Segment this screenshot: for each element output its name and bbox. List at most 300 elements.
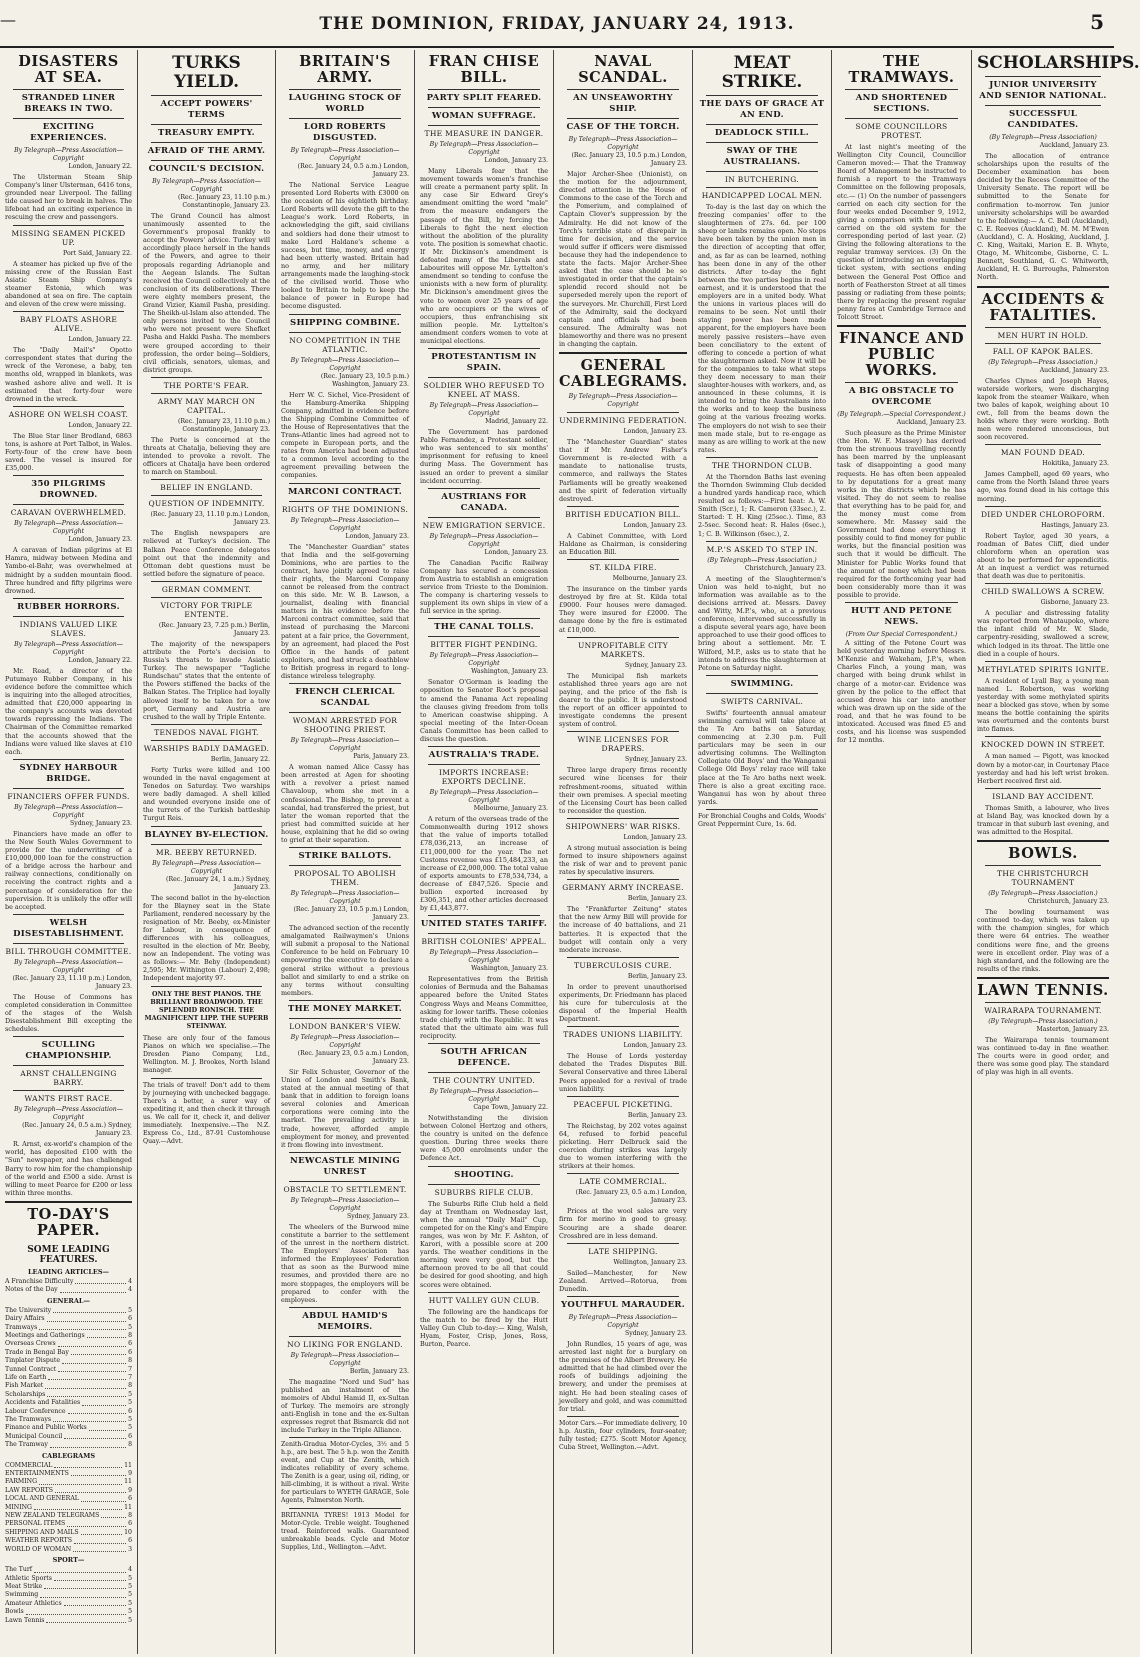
divider-rule bbox=[289, 1000, 401, 1001]
article-headline: THE PORTE'S FEAR. bbox=[163, 380, 250, 390]
index-row-page: 11 bbox=[124, 1478, 132, 1486]
index-row-leader bbox=[34, 1504, 122, 1510]
index-row-page: 7 bbox=[128, 1373, 132, 1381]
divider-rule bbox=[13, 311, 124, 312]
divider-rule bbox=[151, 597, 262, 598]
index-row bbox=[5, 1529, 132, 1537]
index-row-page: 8 bbox=[128, 1382, 132, 1390]
divider-rule bbox=[567, 1096, 679, 1097]
divider-rule bbox=[428, 636, 540, 637]
index-row-page: 6 bbox=[128, 1520, 132, 1528]
divider-rule bbox=[845, 89, 958, 90]
index-row-leader bbox=[68, 1408, 127, 1414]
article-body: To-day is the last day on which the freezing companies' offer to the slaughtermen of 27s. 6d. per 100 sheep or lambs remains open. No steps have been taken by the union men in the direction of accepting that offer, and, as far as can be learned, nothing has been done in any of the other districts. After to-day the fight between the two parties begins in real earnest, and it is understood that the employers are in a united body. What the unions in various places will do remains to be seen. Not until their staying power has been made apparent, for the employers have been merely passive resisters—have even been conciliatory to the extent of offering to concede a portion of what the slaughtermen asked. Now it will be for the companies to take what steps they deem necessary to man their slaughter-houses with workers, and, as announced in these columns, it is intended to bring the Australians into the works and to keep the business going at the various freezing works. The employers do not wish to see their men made stale, but to re-engage as many as are willing to work at the new rates. bbox=[698, 203, 826, 454]
index-row-leader bbox=[71, 1470, 126, 1476]
article-headline: BOWLS. bbox=[1008, 845, 1078, 863]
divider-rule bbox=[151, 826, 262, 827]
index-row-leader bbox=[53, 1416, 126, 1422]
article-headline: WAIRARAPA TOURNAMENT. bbox=[984, 1005, 1102, 1015]
article-body: Major Archer-Shee (Unionist), on the motion for the adjournment, directed attention in the House of Commons to the case of the Torch and the Pomerium, and complained of Captain Clover's suppression by the Admiralty. He did not know of the Torch's terrible state of disrepair in time for decision, and the service would suffer if officers were dismissed because they had the independence to state the facts. Major Archer-Shee asked that the case should be so investigated in order that the captain's splendid record should not be superseded merely upon the report of the surveyors. Mr. Churchill, First Lord of the Admiralty, said the dockyard captain and officials had been censured. The Admiralty was not blameworthy and there was no present in changing the captain. bbox=[559, 170, 687, 348]
divider-rule bbox=[13, 406, 124, 407]
article-dateline: Auckland, January 23. bbox=[1039, 142, 1109, 149]
article-headline: FINANCE AND PUBLIC WORKS. bbox=[838, 330, 965, 380]
index-row-leader bbox=[39, 1478, 122, 1484]
index-row-name: The Turf bbox=[5, 1566, 33, 1574]
index-row-page: 7 bbox=[128, 1365, 132, 1373]
article-body: The National Service League presented Lord Roberts with £3000 on the occasion of his eightieth birthday. Lord Roberts will devote the gift to the League's work. Lord Roberts, in acknowledging the gift, said civilians and soldiers had done their utmost to make Lord Haldane's scheme a success, but time, money, and energy had been utterly wasted. Britain had no army, and her military arrangements made the laughing-stock of the civilised world. Those who looked to Britain to help to keep the balance of power in Europe had become disgusted. bbox=[281, 181, 409, 311]
divider-rule bbox=[289, 501, 401, 502]
divider-rule bbox=[845, 382, 958, 383]
index-row bbox=[5, 1566, 132, 1574]
article-headline: ARMY MAY MARCH ON CAPITAL. bbox=[157, 396, 256, 415]
divider-rule bbox=[567, 1416, 679, 1417]
index-row-name: Bowls bbox=[5, 1608, 24, 1616]
masthead bbox=[0, 0, 1114, 48]
article-byline: By Telegraph—Press Association—Copyright bbox=[568, 393, 678, 409]
article-headline: EXCITING EXPERIENCES. bbox=[30, 122, 107, 143]
index-section-label: LEADING ARTICLES— bbox=[27, 1267, 110, 1276]
divider-rule bbox=[13, 1090, 124, 1091]
index-row-name: Amateur Athletics bbox=[5, 1599, 62, 1607]
index-row bbox=[5, 1278, 132, 1286]
article-body: In order to prevent unauthorised experiments, Dr. Friedmann has placed his cure for tuberculosis at the disposal of the Imperial Health Department. bbox=[559, 982, 687, 1024]
article-headline: THE CANAL TOLLS. bbox=[434, 622, 534, 633]
article-headline: UNPROFITABLE CITY MARKETS. bbox=[577, 640, 668, 659]
divider-rule bbox=[985, 661, 1101, 662]
article-body: A woman named Alice Cassy has been arrested at Agen for shooting with a revolver a priest named Chavaloup, whom she met in a confessional. The Bishop, to prevent a scandal, had transferred the priest, but later the woman reported that the priest had committed suicide at her house, explaining that he did so owing to grief at their separation. bbox=[281, 763, 409, 844]
article-headline: SUCCESSFUL CANDIDATES. bbox=[1007, 109, 1079, 130]
article-headline: ABDUL HAMID'S MEMOIRS. bbox=[302, 1310, 388, 1332]
index-row bbox=[5, 1324, 132, 1332]
divider-rule bbox=[428, 764, 540, 765]
article-body: Herr W. C. Sichel, Vice-President of the Hamburg-Amerika Shipping Company, admitted in evidence before the Shipping Combine Committee of the House of Representatives that the Trans-Atlantic lines had agreed not to compete in European ports, and the rates from America had been adjusted to a common level according to the agreement prevailing between the companies. bbox=[281, 390, 409, 480]
article-headline: IMPORTS INCREASE: EXPORTS DECLINE. bbox=[439, 768, 529, 787]
article-body: The insurance on the timber yards destroyed by fire at St. Kilda total £9000. Four houses were damaged. They were insured for £2000. The damage done by the fire is estimated at £10,000. bbox=[559, 585, 687, 634]
index-title: SOME LEADING FEATURES. bbox=[27, 1244, 110, 1265]
divider-rule bbox=[985, 76, 1101, 77]
index-row-name: WEATHER REPORTS bbox=[5, 1537, 72, 1545]
article-headline: HUTT AND PETONE NEWS. bbox=[851, 606, 952, 628]
article-headline: STRIKE BALLOTS. bbox=[298, 851, 392, 862]
article-body: The wheelers of the Burwood mine constitute a barrier to the settlement of the unrest in the northern district. The Employers' Association has informed the Employees' Federation that as soon as the Burwood mine resumes, and provided there are no more stoppages, the employers will be prepared to confer with the employees. bbox=[281, 1222, 409, 1304]
article-dateline: (Rec. January 23, 10.5 p.m.) Washington, January 23. bbox=[320, 372, 409, 388]
index-row-name: A Franchise Difficulty bbox=[5, 1277, 74, 1285]
index-row-page: 5 bbox=[128, 1424, 132, 1432]
article-byline: (By Telegraph.—Special Correspondent.) bbox=[837, 411, 966, 419]
divider-rule bbox=[13, 943, 124, 944]
article-byline: By Telegraph—Press Association—Copyright bbox=[14, 520, 123, 536]
divider-rule bbox=[13, 788, 124, 789]
divider-rule bbox=[985, 343, 1101, 344]
article-headline: BLAYNEY BY-ELECTION. bbox=[144, 829, 269, 840]
article-byline: By Telegraph—Press Association—Copyright bbox=[290, 1351, 400, 1367]
article-headline: SCULLING CHAMPIONSHIP. bbox=[25, 1040, 112, 1062]
article-body: The "Manchester Guardian" states that if Mr. Andrew Fisher's Government is re-elected with a mandate to nationalise trusts, commerce, and railways the States Parliaments will be greatly weakened and the spirit of federation virtually destroyed. bbox=[559, 438, 687, 503]
article-body: Swifts' fourteenth annual amateur swimming carnival will take place at the Te Aro baths on Saturday, commencing at 2.30 p.m. Full particulars may be seen in our advertising columns. The Wellington Collegiate Old Boys' and the Wanganui College Old Boys' relay race will take place at the Te Aro baths next week. There is also a great exciting race. Wanganui has won by about three yards. bbox=[698, 708, 826, 806]
divider-rule bbox=[151, 740, 262, 741]
index-row-page: 8 bbox=[128, 1357, 132, 1365]
article-byline: By Telegraph—Press Association—Copyright bbox=[290, 890, 400, 906]
index-row-page: 4 bbox=[128, 1277, 132, 1285]
index-row-leader bbox=[44, 1583, 126, 1589]
index-row-leader bbox=[40, 1591, 126, 1597]
index-row-leader bbox=[54, 1575, 126, 1581]
index-row-name: Labour Conference bbox=[5, 1407, 66, 1415]
article-headline: LATE COMMERCIAL. bbox=[579, 1177, 667, 1187]
article-byline: By Telegraph—Press Association—Copyright bbox=[429, 1088, 539, 1103]
article-byline: By Telegraph—Press Association—Copyright bbox=[14, 640, 123, 656]
article-headline: WINE LICENSES FOR DRAPERS. bbox=[577, 735, 669, 754]
article-headline: ST. KILDA FIRE. bbox=[589, 563, 657, 573]
article-body: Sir Felix Schuster, Governor of the Union of London and Smith's Bank, stated at the annual meeting of that bank that in addition to foreign loans several colonies and American corporations were coming into the market. The prevailing activity in trade, however, afforded ample employment for money, and prevented it from flowing into investment. bbox=[281, 1067, 409, 1149]
article-headline: THE COUNTRY UNITED. bbox=[432, 1076, 536, 1085]
article-body: John Rundles, 15 years of age, was arrested last night for a burglary on the premises of the Albert Brewery. He admitted that he had climbed over the roofs of buildings adjoining the brewery, and under the premises at night. He had been stealing cases of jewellery and gold, and was committed for trial. bbox=[559, 1339, 687, 1413]
index-row-name: Tramways bbox=[5, 1323, 38, 1331]
index-row-page: 5 bbox=[128, 1306, 132, 1314]
article-body: A steamer has picked up five of the missing crew of the Russian East Asiatic Steam Ship Company's steamer Estonia, which was abandoned at sea on fire. The captain and eleven of the crew were missing. bbox=[5, 259, 132, 309]
index-row-page: 11 bbox=[124, 1461, 132, 1469]
article-dateline: Hastings, January 23. bbox=[1041, 521, 1109, 529]
article-headline: COUNCIL'S DECISION. bbox=[148, 164, 265, 174]
index-row-leader bbox=[48, 1374, 126, 1380]
column-6 bbox=[693, 50, 832, 1654]
divider-rule bbox=[985, 506, 1101, 507]
index-row-leader bbox=[74, 1537, 126, 1543]
divider-rule bbox=[567, 118, 679, 119]
article-headline: WELSH DISESTABLISHMENT. bbox=[13, 917, 124, 939]
article-byline: By Telegraph—Press Association—Copyright bbox=[429, 949, 539, 965]
divider-rule bbox=[706, 142, 818, 143]
article-headline: SHIPPING COMBINE. bbox=[290, 317, 400, 328]
divider-rule bbox=[151, 479, 262, 480]
index-row-name: Tinplater Dispute bbox=[5, 1357, 61, 1365]
article-headline: RIGHTS OF THE DOMINIONS. bbox=[281, 504, 409, 514]
article-dateline: (Rec. January 23, 10.5 p.m.) London, January 23. bbox=[571, 152, 687, 167]
index-row bbox=[5, 1366, 132, 1374]
advert-body: BRITANNIA TYRES! 1913 Model for Motor-Cycle. Treble weight. Toughened tread. Reinforced walls. Guaranteed unbreakable beads. Cycle and Motor Supplies, Ltd., Wellington.—Advt. bbox=[281, 1512, 409, 1552]
divider-rule bbox=[567, 559, 679, 560]
article-body: The bowling tournament was continued to-day, which was taken up with the champion singles, for which there were 64 entries. The weather conditions were fine, and the greens were in excellent order. Play was of a high standard, and the following are the results of the rinks. bbox=[977, 908, 1109, 973]
article-byline: By Telegraph—Press Association—Copyright bbox=[290, 1196, 400, 1212]
index-row-leader bbox=[101, 1512, 126, 1518]
divider-rule bbox=[985, 736, 1101, 737]
column-2 bbox=[138, 50, 276, 1654]
index-row bbox=[5, 1340, 132, 1348]
article-headline: TUBERCULOSIS CURE. bbox=[574, 960, 672, 970]
article-body: The majority of the newspapers attribute the Porte's decision to Russia's threats to invade Asiatic Turkey. The newspaper "Tagliche Rundschau" states that the entente of the Powers stiffened the backs of the Balkan States. The Triplice had loyally allowed itself to be taken for a tow port, Germany and Austria are crushed to the wall by Triple Entente. bbox=[143, 639, 270, 721]
divider-rule bbox=[706, 675, 818, 676]
article-dateline: Auckland, January 23. bbox=[896, 419, 966, 427]
index-row bbox=[5, 1441, 132, 1449]
article-headline: ACCEPT POWERS' TERMS bbox=[160, 99, 253, 120]
article-headline: TRADES UNIONS LIABILITY. bbox=[563, 1030, 683, 1040]
article-headline: NAVAL SCANDAL. bbox=[578, 53, 668, 86]
divider-rule bbox=[985, 444, 1101, 445]
article-headline: PROTESTANTISM IN SPAIN. bbox=[431, 352, 537, 374]
divider-rule bbox=[428, 746, 540, 747]
article-headline: SOLDIER WHO REFUSED TO KNEEL AT MASS. bbox=[423, 381, 545, 400]
article-headline: THE MONEY MARKET. bbox=[287, 1003, 403, 1014]
article-headline: VICTORY FOR TRIPLE ENTENTE. bbox=[160, 600, 253, 619]
divider-rule bbox=[289, 1508, 401, 1509]
article-byline: By Telegraph—Press Association—Copyright bbox=[14, 803, 123, 819]
article-body: Prices at the wool sales are very firm for merino in good to greasy. Scouring are a shade dearer. Crossbred are in less demand. bbox=[559, 1207, 687, 1240]
divider-rule bbox=[13, 759, 124, 760]
index-row-leader bbox=[73, 1546, 126, 1552]
article-body: Three large drapery firms recently secured wine licenses for their refreshment-rooms, situated within their own premises. A special meeting of the Licensing Court has been called to reconsider the question. bbox=[559, 766, 687, 815]
article-dateline: London, January 23. bbox=[623, 428, 687, 436]
article-headline: AND SHORTENED SECTIONS. bbox=[855, 93, 948, 114]
divider-rule bbox=[567, 1296, 679, 1297]
index-row bbox=[5, 1512, 132, 1520]
index-row-name: PERSONAL ITEMS bbox=[5, 1520, 66, 1528]
index-row bbox=[5, 1617, 132, 1625]
article-headline: WANTS FIRST RACE. bbox=[24, 1094, 113, 1104]
article-body: The allocation of entrance scholarships upon the results of the December examination has been decided by the Recess Committee of the University Senate. The report will be submitted to the Senate for confirmation to-morrow. Ten junior university scholarships will be awarded to the following:— A. C. Bell (Auckland), C. E. Reeves (Auckland), M. M. M'Ewen (Auckland), C. A. Hosking, Auckland, J. C. King, Waitaki, Marion E. B. Whyte, Otago, M. Whitcombe, Gisborne, C. L. Bennett, Southland, G. C. Whitworth, Auckland, H. G. Burroughs, Palmerston North. bbox=[977, 152, 1109, 282]
article-headline: SWIMMING. bbox=[730, 678, 794, 689]
article-dateline: London, January 23. bbox=[484, 548, 548, 556]
article-headline: FRAN CHISE BILL. bbox=[428, 53, 540, 86]
divider-rule bbox=[428, 107, 540, 108]
index-row bbox=[5, 1478, 132, 1486]
divider-rule bbox=[428, 1166, 540, 1167]
article-dateline: London, January 22. bbox=[68, 421, 132, 429]
article-dateline: Sydney, January 23. bbox=[624, 661, 687, 669]
article-body: James Campbell, aged 69 years, who came from the North Island three years ago, was found dead in his cottage this morning. bbox=[977, 470, 1109, 503]
article-dateline: Paris, January 23. bbox=[353, 753, 409, 761]
divider-rule bbox=[151, 124, 262, 125]
index-row-page: 6 bbox=[128, 1315, 132, 1323]
index-row-name: Accidents and Fatalities bbox=[5, 1399, 81, 1407]
index-row bbox=[5, 1433, 132, 1441]
article-byline: By Telegraph—Press Association—Copyright bbox=[152, 178, 261, 193]
article-headline: TO-DAY'S PAPER. bbox=[27, 1205, 110, 1239]
advert-body: For Bronchial Coughs and Colds, Woods' Great Peppermint Cure, 1s. 6d. bbox=[698, 812, 826, 828]
index-row-name: Trade in Bengal Bay bbox=[5, 1348, 69, 1356]
article-byline: By Telegraph—Press Association—Copyright bbox=[290, 147, 400, 162]
divider-rule bbox=[289, 847, 401, 848]
article-headline: METHYLATED SPIRITS IGNITE. bbox=[977, 664, 1109, 674]
article-body: The second ballot in the by-election for the Blayney seat in the State Parliament, rendered necessary by the resignation of Mr. Beeby, ex-Minister for Labour, in consequence of differences with his colleagues, resulted in the election of Mr. Beeby, now an Independent. The voting was as follows:— Mr. Beby (Independent) 2,595; Mr. Withington (Labour) 2,498; Independent majority 97. bbox=[143, 893, 270, 983]
article-dateline: (Rec. January 24, 0.5 a.m.) London, January 23. bbox=[297, 163, 409, 178]
index-row bbox=[5, 1382, 132, 1390]
article-headline: TENEDOS NAVAL FIGHT. bbox=[154, 727, 259, 737]
article-byline: By Telegraph—Press Association—Copyright bbox=[290, 356, 400, 372]
article-headline: OBSTACLE TO SETTLEMENT. bbox=[283, 1184, 407, 1194]
divider-rule bbox=[151, 142, 262, 143]
article-body: Many Liberals fear that the movement towards women's franchise will create a permanent party split. In any case Sir Edward Grey's amendment omitting the word "male" from the measure endangers the passage of the Bill, by forcing the Liberals to fight the next election without the abolition of the plurality vote. The position is somewhat chaotic. If Mr. Dickinson's amendment is defeated many of the Liberals and Labourites will oppose Mr. Lyttelton's amendment so tending to confuse the unionists with a new form of plurality. Mr. Dickinson's amendment gives the vote to women over 25 years of age who are occupiers or the wives of occupiers, thus enfranchising six million people. Mr. Lyttelton's amendment confers women to vote at municipal elections. bbox=[420, 167, 548, 345]
section-rule bbox=[977, 977, 1109, 979]
divider-rule bbox=[567, 731, 679, 732]
article-headline: BRITAIN'S ARMY. bbox=[299, 53, 391, 86]
index-row bbox=[5, 1307, 132, 1315]
article-dateline: Washington, January 23. bbox=[471, 668, 548, 676]
divider-rule bbox=[289, 1307, 401, 1308]
article-headline: THE THORNDON CLUB. bbox=[711, 460, 813, 470]
index-row-page: 5 bbox=[128, 1608, 132, 1616]
index-row-page: 8 bbox=[128, 1441, 132, 1449]
article-body: The Porte is concerned at the threats at Chatalja, believing they are intended to provoke a revolt. The officers at Chatalja have been ordered to march on Stamboul. bbox=[143, 435, 270, 477]
article-dateline: Christchurch, January 23. bbox=[1027, 898, 1109, 906]
divider-rule bbox=[151, 495, 262, 496]
index-row-leader bbox=[81, 1495, 126, 1501]
article-headline: AUSTRIANS FOR CANADA. bbox=[441, 491, 527, 513]
article-dateline: (Rec. January 23, 11.10 p.m.) Constantinople, January 23. bbox=[177, 417, 270, 433]
divider-rule bbox=[151, 986, 262, 987]
article-byline: By Telegraph—Press Association—Copyright bbox=[152, 859, 261, 875]
article-dateline: Sydney, January 23. bbox=[346, 1212, 409, 1220]
index-row-leader bbox=[47, 1391, 126, 1397]
index-row-page: 6 bbox=[128, 1407, 132, 1415]
index-row-leader bbox=[71, 1349, 126, 1355]
article-dateline: (Rec. January 23, 11.10 p.m.) London, January 23. bbox=[150, 511, 270, 527]
divider-rule bbox=[13, 504, 124, 505]
article-headline: STRANDED LINER BREAKS IN TWO. bbox=[21, 93, 116, 114]
index-row-page: 6 bbox=[128, 1537, 132, 1545]
divider-rule bbox=[567, 412, 679, 413]
article-headline: KNOCKED DOWN IN STREET. bbox=[980, 740, 1106, 750]
column-3 bbox=[276, 50, 415, 1654]
article-headline: NEW EMIGRATION SERVICE. bbox=[422, 520, 546, 530]
article-headline: AFRAID OF THE ARMY. bbox=[147, 146, 266, 156]
article-body: The House of Commons has completed consideration in Committee of the stages of the Welsh Disestablishment Bill excepting the schedules. bbox=[5, 992, 132, 1034]
article-headline: BELIEF IN ENGLAND. bbox=[160, 483, 253, 493]
article-body: A Cabinet Committee, with Lord Haldane as Chairman, is considering an Education Bill. bbox=[559, 531, 687, 556]
index-row bbox=[5, 1470, 132, 1478]
divider-rule bbox=[567, 637, 679, 638]
index-row-leader bbox=[50, 1441, 126, 1447]
article-dateline: London, January 22. bbox=[68, 656, 132, 664]
divider-rule bbox=[706, 457, 818, 458]
article-body: The magazine "Nord und Sud" has published an instalment of the memoirs of Abdul Hamid II, ex-Sultan of Turkey. The memoirs are strongly anti-English in tone and the ex-Sultan expresses regret that Bismarck did not include Turkey in the Triple Alliance. bbox=[281, 1377, 409, 1435]
article-headline: WARSHIPS BADLY DAMAGED. bbox=[143, 743, 270, 753]
divider-rule bbox=[567, 818, 679, 819]
divider-rule bbox=[289, 332, 401, 333]
article-headline: BABY FLOATS ASHORE ALIVE. bbox=[19, 315, 118, 334]
divider-rule bbox=[289, 683, 401, 684]
article-byline: By Telegraph—Press Association—Copyright bbox=[14, 147, 123, 162]
divider-rule bbox=[567, 89, 679, 90]
index-row-page: 6 bbox=[128, 1495, 132, 1503]
article-headline: 350 PILGRIMS DROWNED. bbox=[31, 479, 106, 501]
index-row-leader bbox=[60, 1286, 126, 1292]
divider-rule bbox=[567, 506, 679, 507]
index-row-name: Lawn Tennis bbox=[5, 1616, 45, 1624]
index-row-leader bbox=[58, 1340, 126, 1346]
divider-rule bbox=[985, 865, 1101, 866]
article-body: The "Manchester Guardian" states that India and the self-governing Dominions, who are parties to the contract, have jointly agreed to raise their rights, the Marconi Company cannot be released from the contract on this side. Mr. W. B. Lawson, a journalist, dealing with financial matters in his evidence before the Marconi contract committee, said that instead of purchasing the Marconi patent at a fair price, the Government, by an agreement, had placed the Post Office in the hands of patent exploiters, and had struck a deathblow to British progress in regard to long-distance wireless telegraphy. bbox=[281, 542, 409, 681]
article-headline: CHILD SWALLOWS A SCREW. bbox=[981, 587, 1105, 597]
index-row bbox=[5, 1286, 132, 1294]
index-row-name: Life on Earth bbox=[5, 1373, 47, 1381]
section-rule bbox=[977, 286, 1109, 288]
article-byline: By Telegraph—Press Association—Copyright bbox=[290, 1033, 400, 1049]
index-row-page: 6 bbox=[128, 1348, 132, 1356]
article-headline: FINANCIERS OFFER FUNDS. bbox=[7, 791, 130, 801]
article-headline: QUESTION OF INDEMNITY. bbox=[148, 499, 265, 509]
divider-rule bbox=[13, 598, 124, 599]
article-headline: TREASURY EMPTY. bbox=[158, 128, 255, 138]
article-headline: LORD ROBERTS DISGUSTED. bbox=[304, 122, 386, 143]
article-headline: ARNST CHALLENGING BARRY. bbox=[20, 1069, 117, 1088]
divider-rule bbox=[567, 957, 679, 958]
index-row-name: Overseas Crews bbox=[5, 1340, 56, 1348]
article-byline: (From Our Special Correspondent.) bbox=[845, 631, 958, 639]
index-row bbox=[5, 1504, 132, 1512]
divider-rule bbox=[289, 89, 401, 90]
index-row-leader bbox=[26, 1608, 126, 1614]
article-dateline: Madrid, January 22. bbox=[485, 418, 548, 426]
article-headline: SOUTH AFRICAN DEFENCE. bbox=[440, 1047, 528, 1068]
index-row-page: 5 bbox=[128, 1416, 132, 1423]
article-dateline: London, January 23. bbox=[623, 833, 687, 841]
index-row bbox=[5, 1583, 132, 1591]
column-4 bbox=[415, 50, 554, 1654]
column-8 bbox=[972, 50, 1140, 1654]
index-row-leader bbox=[82, 1399, 126, 1405]
article-body: The advanced section of the recently amalgamated Railwaymen's Unions will submit a proposal to the National Conference to be held on February 10 empowering the executive to declare a general strike without a previous ballot and similarly to end a strike on any terms without consulting members. bbox=[281, 924, 409, 997]
section-rule bbox=[977, 840, 1109, 842]
index-row-name: Notes of the Day bbox=[5, 1286, 58, 1294]
divider-rule bbox=[13, 914, 124, 915]
article-byline: By Telegraph—Press Association—Copyright bbox=[429, 141, 539, 156]
page-number: 5 bbox=[1090, 10, 1104, 34]
divider-rule bbox=[428, 933, 540, 934]
article-headline: MARCONI CONTRACT. bbox=[288, 486, 402, 497]
section-rule bbox=[837, 325, 966, 327]
article-body: The following are the handicaps for the match to be fired by the Hutt Valley Gun Club to-day:— King, Walsh, Hyam, Foster, Crisp, Jones, Ross, Burton, Pearce. bbox=[420, 1307, 548, 1348]
article-headline: ISLAND BAY ACCIDENT. bbox=[992, 791, 1094, 801]
index-row bbox=[5, 1546, 132, 1554]
index-row bbox=[5, 1408, 132, 1416]
index-row bbox=[5, 1357, 132, 1365]
divider-rule bbox=[289, 865, 401, 866]
index-row-name: COMMERCIAL bbox=[5, 1461, 53, 1469]
divider-rule bbox=[428, 517, 540, 518]
divider-rule bbox=[706, 124, 818, 125]
article-body: Sailed—Manchester, for New Zealand. Arrived—Rotorua, from Dunedin. bbox=[559, 1268, 687, 1293]
article-headline: WOMAN ARRESTED FOR SHOOTING PRIEST. bbox=[292, 716, 398, 735]
index-row bbox=[5, 1600, 132, 1608]
article-dateline: London, January 23. bbox=[623, 1042, 687, 1050]
column-1 bbox=[0, 50, 138, 1654]
article-headline: SWAY OF THE AUSTRALIANS. bbox=[723, 146, 801, 167]
divider-rule bbox=[151, 95, 262, 96]
index-row-page: 5 bbox=[128, 1574, 132, 1582]
index-row-page: 8 bbox=[128, 1331, 132, 1339]
article-headline: JUNIOR UNIVERSITY AND SENIOR NATIONAL. bbox=[979, 80, 1107, 101]
index-row-name: Meetings and Gatherings bbox=[5, 1331, 85, 1339]
index-row-name: LOCAL AND GENERAL bbox=[5, 1495, 79, 1503]
divider-rule bbox=[845, 602, 958, 603]
index-row-name: FARMING bbox=[5, 1478, 38, 1486]
divider-rule bbox=[13, 89, 124, 90]
article-headline: CARAVAN OVERWHELMED. bbox=[10, 508, 127, 518]
divider-rule bbox=[289, 1018, 401, 1019]
article-headline: M.P.'S ASKED TO STEP IN. bbox=[706, 544, 818, 554]
article-headline: FALL OF KAPOK BALES. bbox=[992, 346, 1094, 356]
article-body: Senator O'Gorman is leading the opposition to Senator Root's proposal to amend the Panama Act repealing the clauses giving freedom from tolls to American coastwise shipping. A special meeting of the Inter-Ocean Canals Committee has been called to discuss the question. bbox=[420, 678, 548, 744]
article-headline: AUSTRALIA'S TRADE. bbox=[428, 750, 540, 761]
index-row bbox=[5, 1462, 132, 1470]
divider-rule bbox=[428, 915, 540, 916]
article-byline: By Telegraph—Press Association—Copyright bbox=[290, 737, 400, 753]
article-byline: (By Telegraph—Press Association.) bbox=[988, 890, 1098, 898]
divider-rule bbox=[428, 1043, 540, 1044]
divider-rule bbox=[567, 1243, 679, 1244]
article-body: The Canadian Pacific Railway Company has secured a concession from Austria to establish an emigration service from Trieste to the Dominion. The company is chartering vessels to supplement its own ships in view of a full service in the spring. bbox=[420, 558, 548, 616]
article-dateline: Melbourne, January 23. bbox=[473, 805, 548, 813]
